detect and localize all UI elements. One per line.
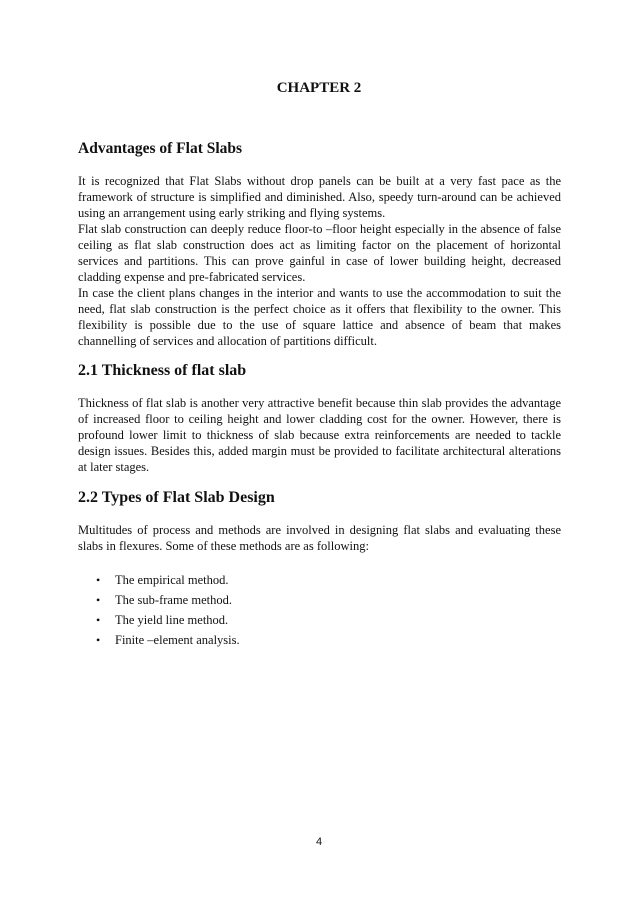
bullet-icon: •: [96, 613, 101, 627]
page-body: [78, 139, 561, 650]
list-item: [96, 610, 561, 630]
thickness-heading: 2.1 Thickness of flat slab: [78, 362, 247, 379]
method-label: The empirical method.: [115, 573, 229, 587]
method-label: The yield line method.: [115, 613, 229, 627]
bullet-icon: •: [96, 573, 101, 587]
list-item: [96, 570, 561, 590]
advantages-heading: Advantages of Flat Slabs: [78, 140, 243, 157]
page-number: 4: [315, 836, 323, 848]
method-label: The sub-frame method.: [115, 593, 232, 607]
bullet-icon: •: [96, 633, 101, 647]
advantages-paragraph-1: It is recognized that Flat Slabs without drop panels can be built at a very fast pace as the framework of structure is simplified and diminished. Also, speedy turn-around can be achieved using an arrangement using early striking and flying systems.: [78, 174, 561, 220]
method-label: Finite –element analysis.: [115, 633, 240, 647]
types-paragraph: Multitudes of process and methods are involved in designing flat slabs and evaluating these slabs in flexures. Some of these methods are as following:: [78, 523, 561, 553]
list-item: [96, 590, 561, 610]
types-heading: 2.2 Types of Flat Slab Design: [78, 489, 275, 506]
list-item: [96, 630, 561, 650]
advantages-paragraph-2: Flat slab construction can deeply reduce floor-to –floor height especially in the absence of false ceiling as flat slab construction does act as limiting factor on the placement of horizontal services and partitions. This can prove gainful in case of lower building height, decreased cladding expense and pre-fabricated services.: [78, 222, 561, 284]
chapter-title: CHAPTER 2: [276, 80, 362, 96]
bullet-icon: •: [96, 593, 101, 607]
advantages-paragraph-3: In case the client plans changes in the interior and wants to use the accommodation to suit the need, flat slab construction is the perfect choice as it offers that flexibility to the owner. This flexibility is possible due to the use of square lattice and absence of beam that makes channelling of services and allocation of partitions difficult.: [78, 286, 561, 348]
thickness-paragraph: Thickness of flat slab is another very attractive benefit because thin slab provides the advantage of increased floor to ceiling height and lower cladding cost for the owner. However, there is profound lower limit to thickness of slab because extra reinforcements are needed to tackle design issues. Besides this, added margin must be provided to facilitate architectural alterations at later stages.: [78, 396, 561, 474]
methods-list: [78, 570, 561, 650]
